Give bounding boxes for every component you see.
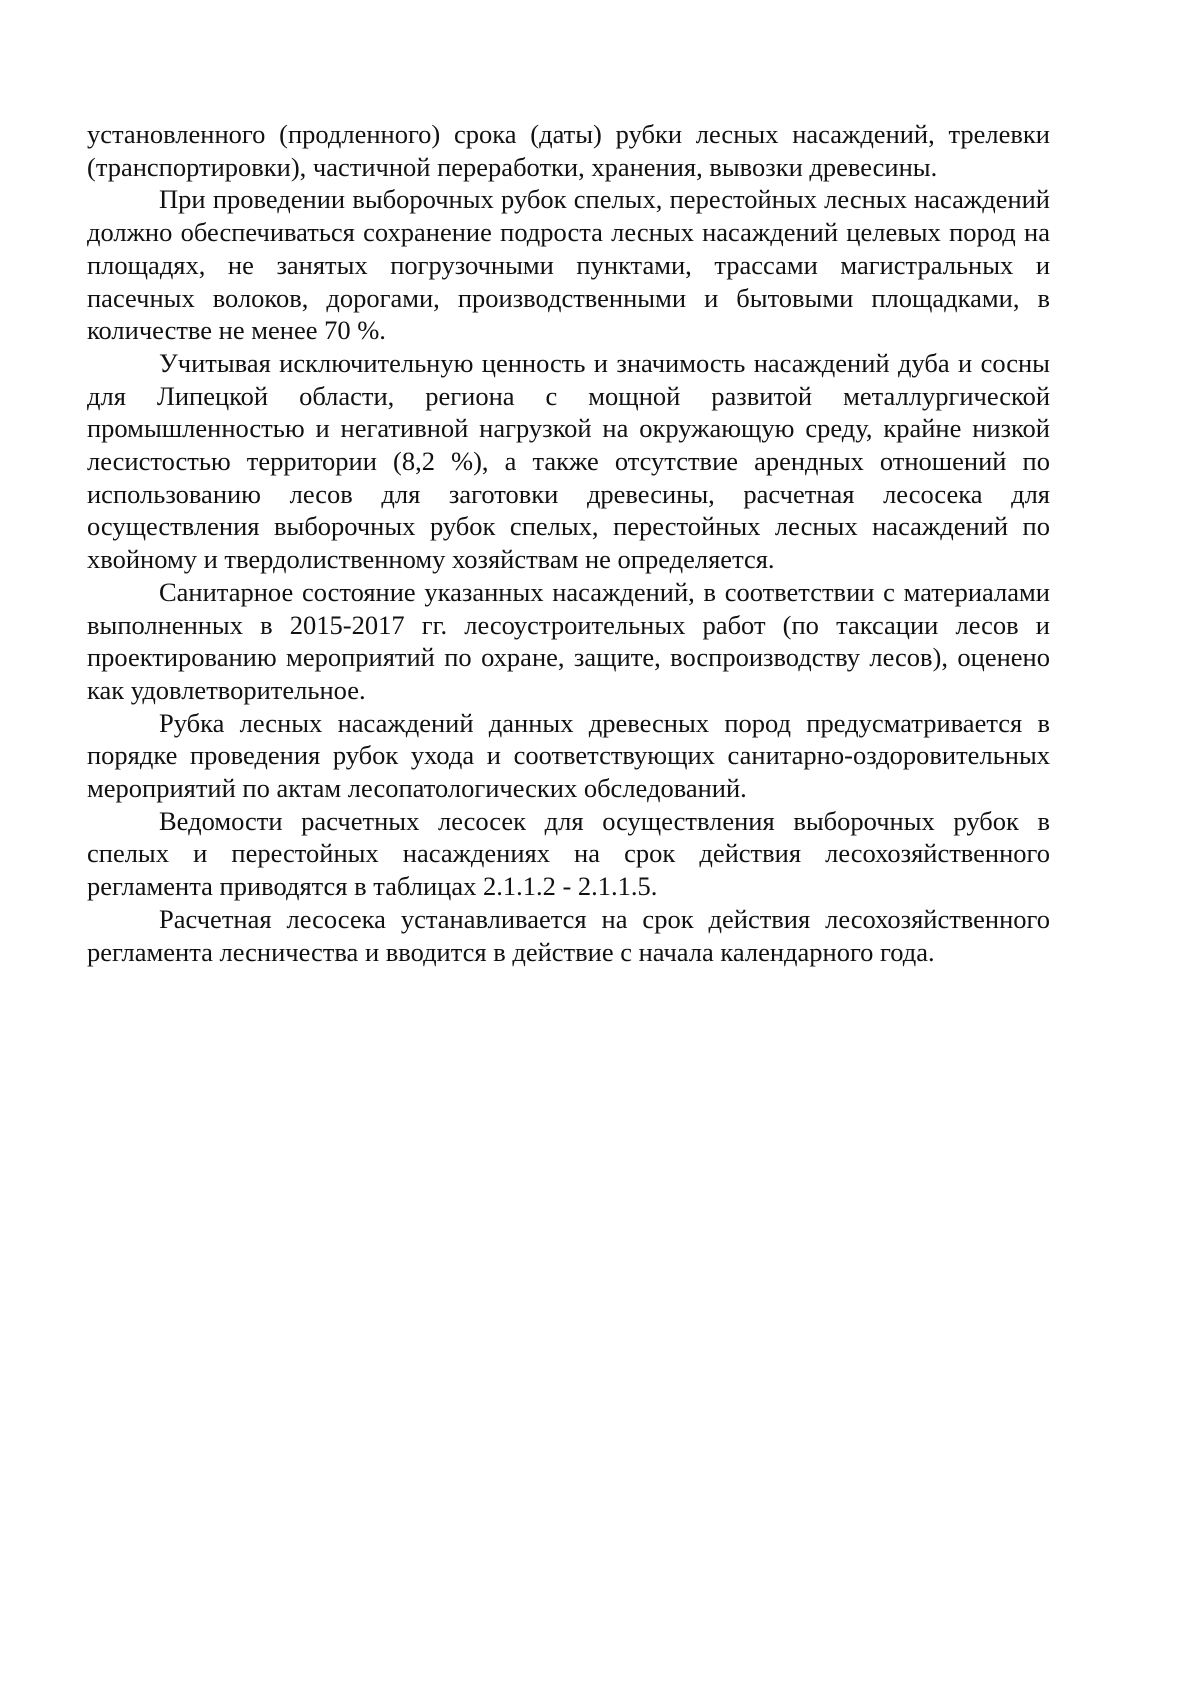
- paragraph-undergrowth-preservation: При проведении выборочных рубок спелых, перестойных лесных насаждений должно обеспечиваться сохранение подроста лесных насаждений целевых пород на площадях, не занятых погрузочными пунктами, трассами магистральных и пасечных волоков, дорогами, производственными и бытовыми площадками, в количестве не менее 70 %.: [87, 184, 1050, 346]
- paragraph-continuation: установленного (продленного) срока (даты) рубки лесных насаждений, трелевки (транспортировки), частичной переработки, хранения, вывозки древесины.: [87, 119, 1050, 182]
- paragraph-sanitary-state: Санитарное состояние указанных насаждений, в соответствии с материалами выполненных в 2015-2017 гг. лесоустроительных работ (по таксации лесов и проектированию мероприятий по охране, защите, воспроизводству лесов), оценено как удовлетворительное.: [87, 576, 1050, 705]
- paragraph-tables-reference: Ведомости расчетных лесосек для осуществления выборочных рубок в спелых и перестойных насаждениях на срок действия лесохозяйственного регламента приводятся в таблицах 2.1.1.2 - 2.1.1.5.: [87, 805, 1050, 902]
- paragraph-felling-order: Рубка лесных насаждений данных древесных пород предусматривается в порядке проведения рубок ухода и соответствующих санитарно-оздоровительных мероприятий по актам лесопатологических обследований.: [87, 707, 1050, 804]
- paragraph-oak-pine-value: Учитывая исключительную ценность и значимость насаждений дуба и сосны для Липецкой области, региона с мощной развитой металлургической промышленностью и негативной нагрузкой на окружающую среду, крайне низкой лесистостью территории (8,2 %), а также отсутствие арендных отношений по использованию лесов для заготовки древесины, расчетная лесосека для осуществления выборочных рубок спелых, перестойных лесных насаждений по хвойному и твердолиственному хозяйствам не определяется.: [87, 347, 1050, 575]
- paragraph-allowable-cut-period: Расчетная лесосека устанавливается на срок действия лесохозяйственного регламента лесничества и вводится в действие с начала календарного года.: [87, 903, 1050, 967]
- document-body: [87, 118, 1050, 968]
